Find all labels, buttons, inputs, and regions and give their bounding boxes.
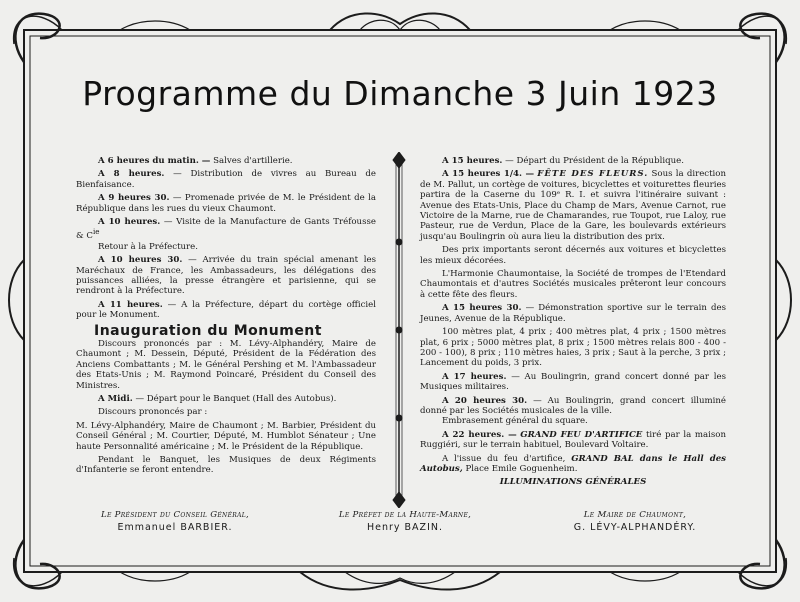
entry-heading: GRAND FEU D'ARTIFICE (520, 429, 643, 440)
signature-role: Le Maire de Chaumont, (583, 510, 687, 520)
entry-10h (76, 217, 376, 252)
entry-15h (420, 156, 726, 166)
entry-time: A 10 heures. (98, 217, 161, 228)
signature-name: Henry BAZIN. (366, 522, 443, 533)
entry-6h (76, 156, 376, 166)
entry-11h (76, 300, 376, 321)
entry-text: — Départ pour le Banquet (Hall des Autobus). (135, 393, 337, 404)
entry-time: A Midi. (98, 393, 133, 404)
entry-time: A 20 heures 30. (442, 395, 528, 406)
entry-time: A 15 heures 1/4. — (442, 169, 535, 180)
entry-time: A 8 heures. (98, 169, 165, 180)
entry-15h15 (420, 169, 726, 242)
entry-time: A 10 heures 30. (98, 255, 183, 266)
entry-text: — A la Préfecture, départ du cortège officiel pour le Monument. (76, 299, 377, 321)
signature-prefet (290, 510, 520, 533)
signature-name: G. LÉVY-ALPHANDÉRY. (573, 522, 697, 533)
entry-20h30 (420, 396, 726, 427)
entry-heading: FÊTE DES FLEURS. (537, 169, 649, 180)
entry-text: — Distribution de vivres au Bureau de Bienfaisance. (76, 169, 377, 190)
entry-22h (420, 430, 726, 451)
entry-10h30 (76, 255, 376, 297)
signature-name: Emmanuel BARBIER. (117, 522, 233, 533)
entry-extra: Embrasement général du square. (442, 416, 588, 427)
bal-highlight: GRAND BAL dans le Hall des Autobus, (420, 453, 727, 474)
banquet-music: Pendant le Banquet, les Musiques de deux Régiments d'Infanterie se feront entendre. (76, 455, 376, 476)
speeches-monument: Discours prononcés par : M. Lévy-Alphandéry, Maire de Chaumont ; M. Dessein, Député, Président de la Fédération des Anciens Combattants ; M. le Général Pershing et M. l'Ambassadeur des Etats-Unis ; M. Raymond Poincaré, Président du Conseil des Ministres. (76, 338, 376, 391)
entry-time: A 22 heures. — (442, 429, 517, 440)
column-divider (388, 152, 410, 508)
section-heading-monument: Inauguration du Monument (94, 322, 322, 339)
entry-text: — Départ du Président de la République. (505, 156, 684, 166)
signature-role: Le Préfet de la Haute-Marne, (338, 510, 472, 520)
entry-text: — Démonstration sportive sur le terrain des Jeunes, Avenue de la République. (420, 303, 726, 324)
entry-text: Sous la direction de M. Pallut, un cortège de voitures, bicyclettes et voiturettes fleuries partira de la Caserne du 109ᵉ R. I. et suivra l'itinéraire suivant : Avenue des Etats-Unis, Place du Champ de Mars, Avenue Carnot, rue Victoire de la Marne, rue de Chamarandes, rue Toupot, rue Laloy, rue Pasteur, rue de Verdun, Place de la Gare, les boulevards extérieurs jusqu'au Boulingrin où aura lieu la distribution des prix. (420, 169, 727, 242)
entry-time: A 15 heures. (442, 156, 503, 166)
entry-text: — Promenade privée de M. le Président de la République dans les rues du vieux Chaumont. (76, 193, 376, 214)
entry-time: A 9 heures 30. (98, 193, 170, 204)
bal-pre: A l'issue du feu d'artifice, (442, 453, 566, 464)
entry-17h (420, 372, 726, 393)
speeches-banquet: M. Lévy-Alphandéry, Maire de Chaumont ; M. Barbier, Président du Conseil Général ; M. Courtier, Député, M. Humblot Sénateur ; Une haute Personnalité américaine ; M. le Président de la République. (76, 420, 376, 452)
entry-time: A 6 heures du matin. — (98, 156, 211, 166)
signature-role: Le Président du Conseil Général, (100, 510, 250, 520)
signature-conseil (60, 510, 290, 533)
entry-extra: Retour à la Préfecture. (98, 241, 198, 252)
entry-midi (76, 394, 376, 404)
entry-9h30 (76, 193, 376, 214)
harmonie-note: L'Harmonie Chaumontaise, la Société de trompes de l'Etendard Chaumontais et d'autres Sociétés musicales prêteront leur concours à cette fête des fleurs. (420, 269, 726, 300)
entry-text: — Au Boulingrin, grand concert donné par les Musiques militaires. (420, 371, 726, 393)
entry-text: Salves d'artillerie. (213, 156, 293, 166)
signature-maire (520, 510, 750, 533)
illuminations: ILLUMINATIONS GÉNÉRALES (499, 477, 647, 488)
right-column (420, 156, 726, 488)
page-title: Programme du Dimanche 3 Juin 1923 (82, 74, 718, 113)
entry-15h30 (420, 303, 726, 324)
left-column (76, 156, 376, 479)
entry-text: tiré par la maison Ruggiéri, sur le terrain habituel, Boulevard Voltaire. (420, 429, 726, 451)
entry-time: A 11 heures. (98, 299, 163, 310)
entry-8h (76, 169, 376, 190)
sport-detail: 100 mètres plat, 4 prix ; 400 mètres plat, 4 prix ; 1500 mètres plat, 6 prix ; 5000 mètres plat, 8 prix ; 1500 mètres relais 800 - 400 - 200 - 100), 8 prix ; 110 mètres haies, 3 prix ; Saut à la perche, 3 prix ; Lancement du poids, 3 prix. (420, 327, 726, 369)
entry-text: — Visite de la Manufacture de Gants Tréfousse & C (76, 217, 376, 242)
entry-sup: ie (92, 227, 100, 237)
entry-time: A 15 heures 30. (442, 303, 522, 314)
entry-time: A 17 heures. (442, 371, 507, 382)
speeches-banquet-intro: Discours prononcés par : (98, 407, 208, 418)
bal-post: Place Emile Goguenheim. (465, 463, 578, 474)
prize-note: Des prix importants seront décernés aux voitures et bicyclettes les mieux décorées. (420, 245, 726, 266)
entry-text: — Arrivée du train spécial amenant les Maréchaux de France, les Ambassadeurs, les délégations des puissances alliées, la presse étrangère et parisienne, qui se rendront à la Préfecture. (76, 255, 377, 297)
bal-note (420, 454, 726, 475)
entry-text: — Au Boulingrin, grand concert illuminé donné par les Sociétés musicales de la ville. (420, 395, 726, 416)
